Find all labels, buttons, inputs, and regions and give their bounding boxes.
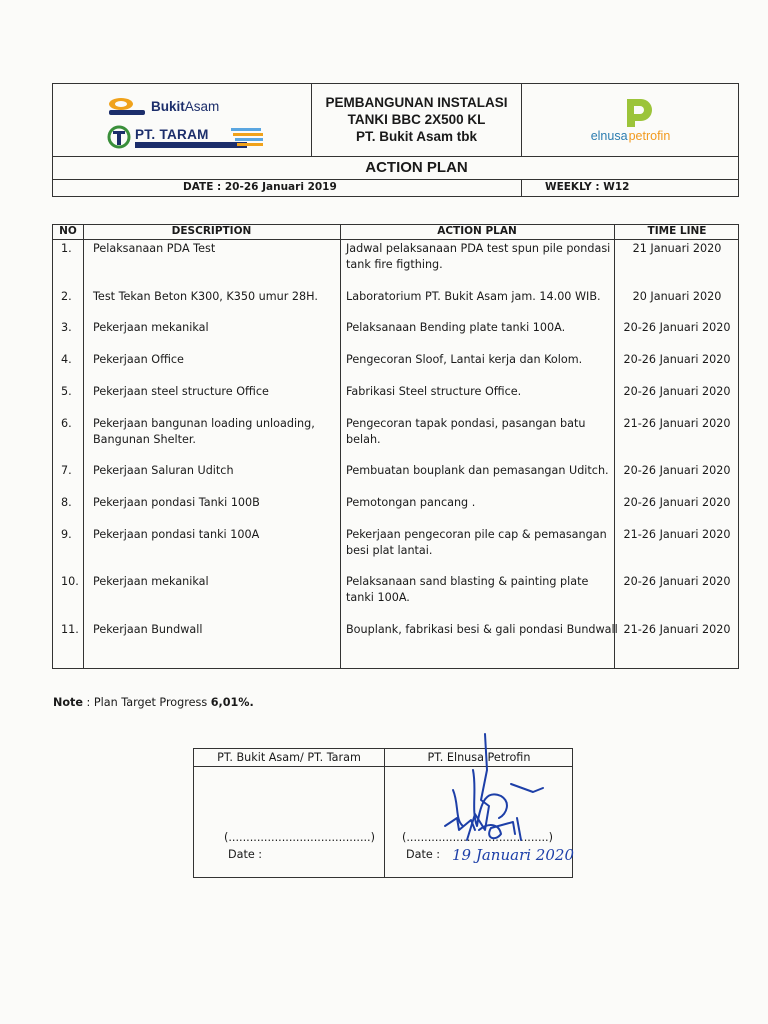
signature-divider xyxy=(384,749,385,877)
row-description: Pekerjaan mekanikal xyxy=(93,575,209,588)
row-time: 21 Januari 2020 xyxy=(632,242,722,255)
action-plan-table xyxy=(52,224,739,669)
row-number: 11. xyxy=(61,623,79,636)
row-time: 20-26 Januari 2020 xyxy=(623,353,731,366)
note-label: Note xyxy=(53,696,83,709)
row-time: 20 Januari 2020 xyxy=(632,290,722,303)
row-action: Pengecoran Sloof, Lantai kerja dan Kolom. xyxy=(346,353,583,366)
column-header-action-plan: ACTION PLAN xyxy=(437,225,517,237)
elnusa-logo-text: elnusa petrofin xyxy=(590,129,671,143)
row-time: 20-26 Januari 2020 xyxy=(623,464,731,477)
bukit-asam-mark-icon xyxy=(107,96,147,118)
row-time: 20-26 Januari 2020 xyxy=(623,496,731,509)
project-title xyxy=(312,94,521,145)
row-description: Pekerjaan bangunan loading unloading, Bangunan Shelter. xyxy=(93,417,315,446)
note-text: : Plan Target Progress xyxy=(83,696,211,709)
date-range: DATE : 20-26 Januari 2019 xyxy=(183,181,337,193)
row-action: Jadwal pelaksanaan PDA test spun pile pondasi tank fire figthing. xyxy=(346,242,611,271)
column-header-time-line: TIME LINE xyxy=(647,225,707,237)
row-time: 21-26 Januari 2020 xyxy=(623,528,731,541)
row-time: 21-26 Januari 2020 xyxy=(623,417,731,430)
document-title: ACTION PLAN xyxy=(365,159,468,176)
date-label-left: Date : xyxy=(228,848,263,861)
row-number: 6. xyxy=(61,417,72,430)
row-description: Pekerjaan Office xyxy=(93,353,184,366)
row-description: Pekerjaan Saluran Uditch xyxy=(93,464,234,477)
row-description: Pekerjaan mekanikal xyxy=(93,321,209,334)
row-number: 1. xyxy=(61,242,72,255)
row-description: Pekerjaan pondasi tanki 100A xyxy=(93,528,260,541)
signature-line-right: (........................................) xyxy=(402,831,553,844)
project-title-line: PEMBANGUNAN INSTALASI xyxy=(325,95,508,110)
row-time: 20-26 Januari 2020 xyxy=(623,321,731,334)
taram-logo xyxy=(107,125,267,151)
row-description: Pekerjaan steel structure Office xyxy=(93,385,269,398)
document-header xyxy=(52,83,739,197)
weekly-label: WEEKLY : W12 xyxy=(545,181,630,193)
row-number: 10. xyxy=(61,575,79,588)
row-action: Fabrikasi Steel structure Office. xyxy=(346,385,522,398)
row-time: 21-26 Januari 2020 xyxy=(623,623,731,636)
row-action: Pelaksanaan Bending plate tanki 100A. xyxy=(346,321,566,334)
column-header-no: NO xyxy=(59,225,77,237)
table-header-rule xyxy=(53,239,738,240)
row-action: Pengecoran tapak pondasi, pasangan batu belah. xyxy=(346,417,586,446)
date-label-right: Date : xyxy=(406,848,441,861)
column-divider xyxy=(340,225,341,668)
row-description: Pelaksanaan PDA Test xyxy=(93,242,216,255)
taram-mark-icon xyxy=(107,125,131,149)
signature-party-left: PT. Bukit Asam/ PT. Taram xyxy=(217,751,361,764)
row-action: Pekerjaan pengecoran pile cap & pemasangan besi plat lantai. xyxy=(346,528,607,557)
project-title-line: PT. Bukit Asam tbk xyxy=(355,129,478,144)
taram-stripes-icon xyxy=(231,128,265,146)
row-action: Laboratorium PT. Bukit Asam jam. 14.00 WIB. xyxy=(346,290,601,303)
project-title-line: TANKI BBC 2X500 KL xyxy=(347,112,486,127)
row-number: 5. xyxy=(61,385,72,398)
row-time: 20-26 Januari 2020 xyxy=(623,385,731,398)
row-number: 8. xyxy=(61,496,72,509)
row-time: 20-26 Januari 2020 xyxy=(623,575,731,588)
taram-logo-text: PT. TARAM xyxy=(135,127,209,142)
row-description: Test Tekan Beton K300, K350 umur 28H. xyxy=(93,290,318,303)
row-number: 7. xyxy=(61,464,72,477)
row-number: 4. xyxy=(61,353,72,366)
elnusa-petrofin-logo xyxy=(521,84,740,156)
title-row xyxy=(53,156,738,180)
signature-line-left: (........................................) xyxy=(224,831,375,844)
date-row-divider xyxy=(521,180,522,196)
row-action: Bouplank, fabrikasi besi & gali pondasi Bundwall xyxy=(346,623,618,636)
row-number: 9. xyxy=(61,528,72,541)
signature-party-right: PT. Elnusa Petrofin xyxy=(427,751,531,764)
row-description: Pekerjaan pondasi Tanki 100B xyxy=(93,496,260,509)
note-value: 6,01%. xyxy=(210,696,254,709)
header-top-row xyxy=(53,84,738,157)
elnusa-mark-icon xyxy=(621,97,655,129)
row-action: Pemotongan pancang . xyxy=(346,496,476,509)
handwritten-date: 19 Januari 2020 xyxy=(452,846,574,864)
row-description: Pekerjaan Bundwall xyxy=(93,623,203,636)
row-number: 3. xyxy=(61,321,72,334)
column-divider xyxy=(83,225,84,668)
row-action: Pelaksanaan sand blasting & painting plate tanki 100A. xyxy=(346,575,589,604)
row-number: 2. xyxy=(61,290,72,303)
bukit-asam-logo xyxy=(107,96,237,118)
row-action: Pembuatan bouplank dan pemasangan Uditch. xyxy=(346,464,609,477)
bukit-asam-logo-text: BukitAsam xyxy=(151,99,220,114)
column-header-description: DESCRIPTION xyxy=(171,225,252,237)
progress-note xyxy=(53,696,254,709)
